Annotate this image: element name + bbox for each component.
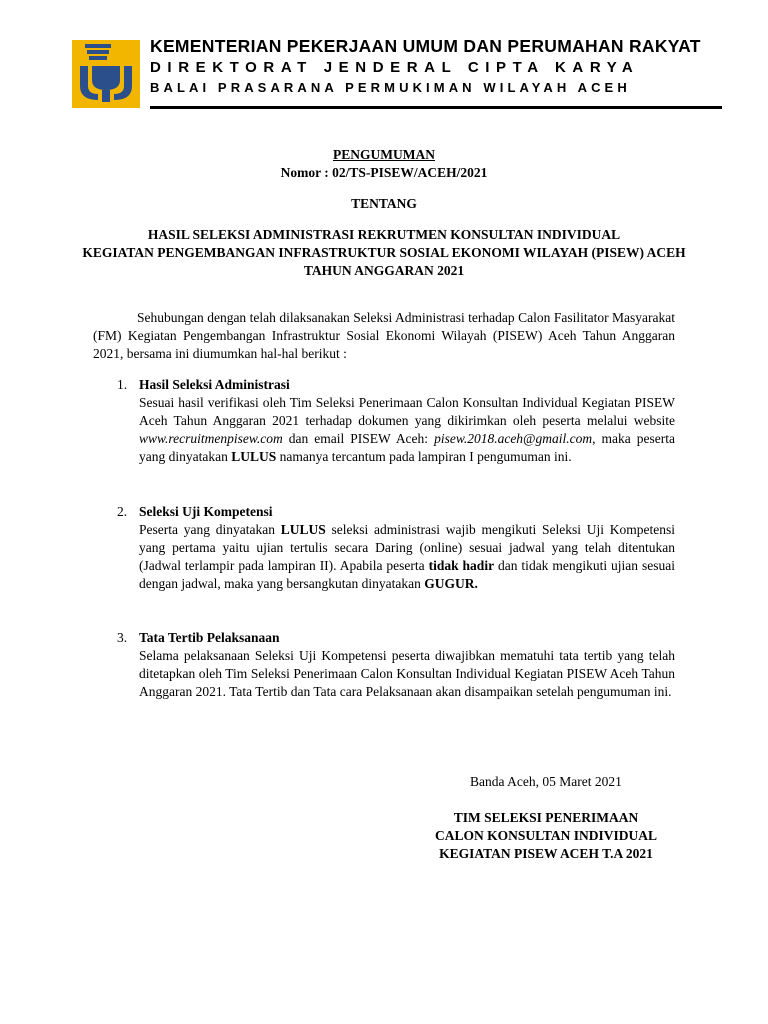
status-gugur: GUGUR. bbox=[424, 576, 478, 591]
signatory-block bbox=[426, 809, 666, 863]
pupr-logo-icon bbox=[72, 40, 140, 108]
announcement-subject-line-1: HASIL SELEKSI ADMINISTRASI REKRUTMEN KONSULTAN INDIVIDUAL bbox=[147, 227, 621, 242]
signatory-line-1: TIM SELEKSI PENERIMAAN bbox=[453, 810, 639, 825]
announcement-subject-line-3: TAHUN ANGGARAN 2021 bbox=[303, 263, 465, 278]
signatory-line-2: CALON KONSULTAN INDIVIDUAL bbox=[434, 828, 658, 843]
email-link[interactable]: pisew.2018.aceh@gmail.com bbox=[434, 431, 593, 446]
item-2-body: Peserta yang dinyatakan LULUS seleksi administrasi wajib mengikuti Seleksi Uji Kompetensi yang pertama yaitu ujian tertulis secara Daring (online) sesuai jadwal yang telah ditentukan (Jadwal terlampir pada lampiran II). Apabila peserta tidak hadir dan tidak mengikuti ujian sesuai dengan jadwal, maka yang bersangkutan dinyatakan GUGUR. bbox=[139, 522, 676, 591]
status-lulus: LULUS bbox=[280, 522, 326, 537]
item-2-title: Seleksi Uji Kompetensi bbox=[139, 504, 273, 519]
announcement-subject-line-2: KEGIATAN PENGEMBANGAN INFRASTRUKTUR SOSIAL EKONOMI WILAYAH (PISEW) ACEH bbox=[82, 245, 686, 260]
item-1-number: 1. bbox=[117, 377, 128, 392]
signatory-line-3: KEGIATAN PISEW ACEH T.A 2021 bbox=[439, 846, 653, 861]
item-2-number: 2. bbox=[117, 504, 128, 519]
letterhead-office: BALAI PRASARANA PERMUKIMAN WILAYAH ACEH bbox=[150, 80, 631, 95]
letterhead-divider bbox=[150, 106, 722, 109]
letterhead-directorate: DIREKTORAT JENDERAL CIPTA KARYA bbox=[150, 59, 640, 76]
intro-paragraph: Sehubungan dengan telah dilaksanakan Seleksi Administrasi terhadap Calon Fasilitator Masyarakat (FM) Kegiatan Pengembangan Infrastruktur Sosial Ekonomi Wilayah (PISEW) Aceh Tahun Anggaran 2021, bersama ini diumumkan hal-hal berikut : bbox=[93, 310, 675, 361]
announcement-about: TENTANG bbox=[351, 196, 417, 211]
announcement-number: Nomor : 02/TS-PISEW/ACEH/2021 bbox=[280, 165, 488, 180]
item-3-title: Tata Tertib Pelaksanaan bbox=[139, 630, 280, 645]
status-lulus: LULUS bbox=[231, 449, 277, 464]
emphasis-tidak-hadir: tidak hadir bbox=[428, 558, 495, 573]
item-1-title: Hasil Seleksi Administrasi bbox=[139, 377, 290, 392]
announcement-title: PENGUMUMAN bbox=[333, 147, 435, 162]
website-link[interactable]: www.recruitmenpisew.com bbox=[139, 431, 283, 446]
item-3-body: Selama pelaksanaan Seleksi Uji Kompetensi peserta diwajibkan mematuhi tata tertib yang telah ditetapkan oleh Tim Seleksi Penerimaan Calon Konsultan Individual Kegiatan PISEW Aceh Tahun Anggaran 2021. Tata Tertib dan Tata cara Pelaksanaan akan disampaikan setelah pengumuman ini. bbox=[139, 648, 675, 699]
item-1-body: Sesuai hasil verifikasi oleh Tim Seleksi Penerimaan Calon Konsultan Individual Kegiatan PISEW Aceh Tahun Anggaran 2021 terhadap dokumen yang dikirimkan oleh peserta melalui website www.recruitmenpisew.com dan email PISEW Aceh: pisew.2018.aceh@gmail.com, maka peserta yang dinyatakan LULUS namanya tercantum pada lampiran I pengumuman ini. bbox=[139, 395, 675, 464]
place-date: Banda Aceh, 05 Maret 2021 bbox=[470, 774, 622, 789]
letterhead-ministry: KEMENTERIAN PEKERJAAN UMUM DAN PERUMAHAN RAKYAT bbox=[150, 36, 701, 56]
item-3-number: 3. bbox=[117, 630, 128, 645]
